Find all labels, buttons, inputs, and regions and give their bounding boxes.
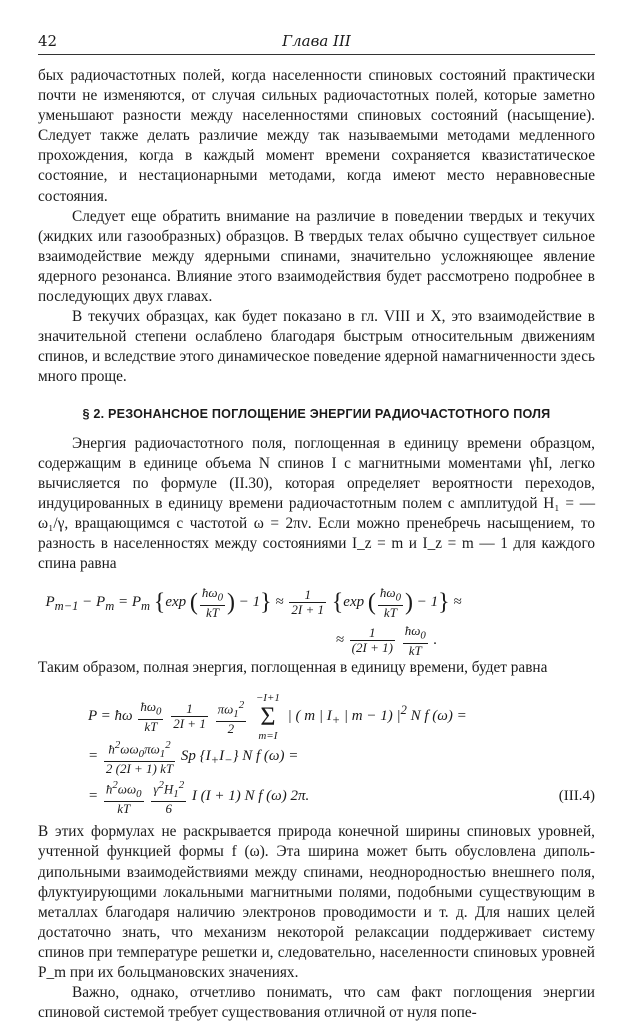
paragraph: В этих формулах не раскрывается природа конечной ширины спиновых уровней, учтенной функцией формы f (ω). Эта ширина может быть обусловлена диполь-дипольными взаимодействиями между спинами, неоднородностью внешнего поля, флуктуирующими локальными магнитными полями, подобными существующим в металлах благодаря наличию электронов проводимости и т. д. Для наших целей достаточно знать, что механизм некоторой релаксации поддерживает систему спинов при температуре решетки и, следовательно, населенности спиновых уровней P_m при их больцмановских значениях. xyxy=(38,823,595,981)
equation-population-difference: $P_{m-1} - P_m = P_m$ {exp ( $\frac{ħ\omega_0}{kT}$ ) − 1} ≈ $\frac{1}{2I + 1}$ {exp ( $\frac{ħ\omega_0}{kT}$ ) − 1} ≈ xyxy=(38,585,462,620)
paragraph: Следует еще обратить внимание на различие в поведении твердых и текучих (жидких или газообразных) образцов. В твердых телах обычно существует сильное взаимодействие между ядерными спинами, значительно усложняющее явление ядерного резонанса. Влияние этого взаимодействия будет рассмотрено подробнее в последующих двух главах. xyxy=(38,207,595,306)
paragraph: бых радиочастотных полей, когда населенности спиновых состояний практически почти не изменяются, от случая сильных радиочастотных полей, которые заметно уменьшают разности между населенностями спиновых состояний (насыщение). Следует также делать различие между так называемыми методами медленного прохождения, когда в каждый момент времени сохраняется квазистатическое состояние, и нестационарными методами, когда имеют место неравновесные состояния. xyxy=(38,67,595,205)
page-body xyxy=(38,66,595,1023)
equation-population-difference-cont: ≈ $\frac{1}{(2I + 1)}$ $\frac{ħ\omega_0}{kT}$ . xyxy=(335,623,438,658)
paragraph: Энергия радиочастотного поля, поглощенная в единицу времени образцом, содержащим в единице объема N спинов I с магнитными моментами γħI, легко вычисляется по формуле (II.30), которая определяет вероятности переходов, индуцированных в единицу времени радиочастотным полем с амплитудой H₁ = — ω₁/γ, вращающимся с частотой ω = 2πν. Если можно пренебречь насыщением, то разность в населенностях между состояниями I_z = m и I_z = m — 1 для каждого спина равна xyxy=(38,434,595,573)
chapter-title: Глава III xyxy=(282,32,351,50)
paragraph: Важно, однако, отчетливо понимать, что сам факт поглощения энергии спиновой системой требует существования отличной от нуля попе- xyxy=(38,984,595,1022)
equation-absorbed-power: P = ħω $\frac{ħ\omega_0}{kT}$ $\frac{1}{2I + 1}$ $\frac{\pi\omega_1^2}{2}$ −I+1 Σ m=I | ( m | $I_+$ | m − 1) $|^2$ N f (ω) = = $\frac{ħ^2\omega\omega_0\pi\omega_1^2}{2 (2I + 1) kT}$ Sp $\{I_+I_-\}$ N f (ω) = = $\frac{ħ^2\omega\omega_0}{kT}$ $\frac{\gamma^2H_1^2}{6}$ I (I + 1) N f (ω) 2π. (III.4) xyxy=(88,691,595,816)
paragraph: В текучих образцах, как будет показано в гл. VIII и X, это взаимодействие в значительной степени ослаблено благодаря быстрым относительным движениям спинов, и вследствие этого динамическое поведение ядерной намагниченности здесь много проще. xyxy=(38,308,595,386)
paragraph: Таким образом, полная энергия, поглощенная в единицу времени, будет равна xyxy=(38,659,548,677)
equation-number: (III.4) xyxy=(558,788,595,805)
running-header xyxy=(38,32,595,55)
section-heading: § 2. РЕЗОНАНСНОЕ ПОГЛОЩЕНИЕ ЭНЕРГИИ РАДИОЧАСТОТНОГО ПОЛЯ xyxy=(82,406,551,421)
page-number: 42 xyxy=(38,32,58,50)
